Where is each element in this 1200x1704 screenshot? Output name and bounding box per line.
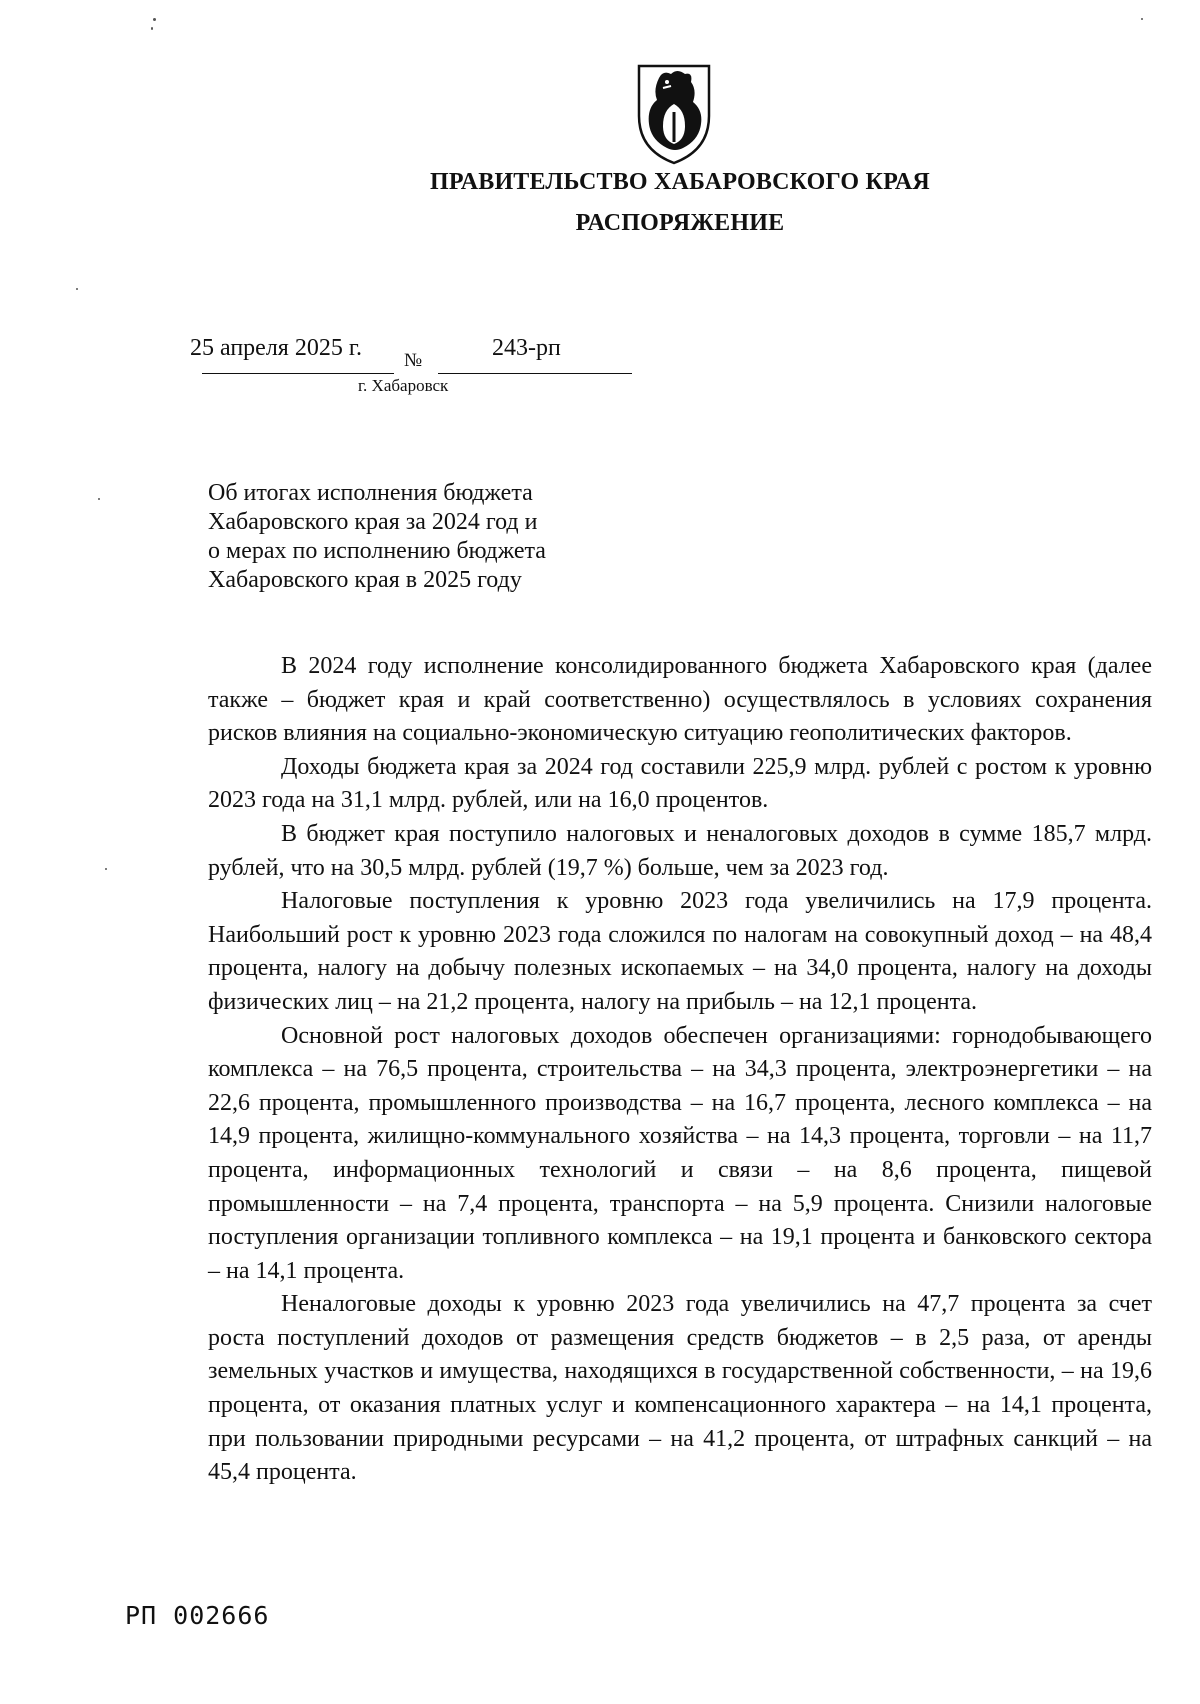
subject-line: Хабаровского края в 2025 году (208, 567, 522, 593)
scan-speck (76, 288, 78, 290)
scan-speck (98, 498, 100, 500)
document-meta (190, 335, 640, 415)
body-paragraph: Налоговые поступления к уровню 2023 года увеличились на 17,9 процента. Наибольший рост к уровню 2023 года сложился по налогам на совокупный доход – на 48,4 процента, налогу на добычу полезных ископаемых – на 34,0 процента, налогу на доходы физических лиц – на 21,2 процента, налогу на прибыль – на 12,1 процента. (208, 888, 1152, 1015)
document-subject (208, 479, 648, 595)
serial-number: РП 002666 (125, 1601, 270, 1630)
document-type-title: РАСПОРЯЖЕНИЕ (575, 210, 785, 236)
scan-speck (1141, 18, 1143, 20)
body-paragraph: В бюджет края поступило налоговых и неналоговых доходов в сумме 185,7 млрд. рублей, что на 30,5 млрд. рублей (19,7 %) больше, чем за 2023 год. (208, 820, 1152, 881)
body-paragraph: Неналоговые доходы к уровню 2023 года увеличились на 47,7 процента за счет роста поступлений доходов от размещения средств бюджетов – в 2,5 раза, от аренды земельных участков и имущества, находящихся в государственной собственности, – на 19,6 процента, от оказания платных услуг и компенсационного характера – на 14,1 процента, при пользовании природными ресурсами – на 41,2 процента, от штрафных санкций – на 45,4 процента. (208, 1291, 1152, 1486)
document-date: 25 апреля 2025 г. (190, 335, 362, 361)
government-title: ПРАВИТЕЛЬСТВО ХАБАРОВСКОГО КРАЯ (430, 169, 930, 195)
body-paragraph: Основной рост налоговых доходов обеспечен организациями: горнодобывающего комплекса – на 76,5 процента, строительства – на 34,3 процента, электроэнергетики – на 22,6 процента, промышленного производства – на 16,7 процента, лесного комплекса – на 14,9 процента, жилищно-коммунального хозяйства – на 14,3 процента, торговли – на 11,7 процента, информационных технологий и связи – на 8,6 процента, пищевой промышленности – на 7,4 процента, транспорта – на 5,9 процента. Снизили налоговые поступления организации топливного комплекса – на 19,1 процента и банковского сектора – на 14,1 процента. (208, 1022, 1152, 1284)
document-city: г. Хабаровск (358, 376, 449, 395)
number-underline (438, 373, 632, 374)
subject-line: Об итогах исполнения бюджета (208, 480, 533, 506)
scan-speck (151, 27, 153, 30)
document-number: 243-рп (492, 335, 561, 361)
scan-speck (153, 18, 156, 21)
subject-line: Хабаровского края за 2024 год и (208, 509, 538, 535)
subject-line: о мерах по исполнению бюджета (208, 538, 546, 564)
date-underline (202, 373, 394, 374)
coat-of-arms-icon (633, 62, 715, 166)
body-paragraph: Доходы бюджета края за 2024 год составили 225,9 млрд. рублей с ростом к уровню 2023 года на 31,1 млрд. рублей, или на 16,0 процентов. (208, 753, 1152, 814)
document-body (208, 650, 1152, 1490)
scan-speck (105, 868, 107, 870)
body-paragraph: В 2024 году исполнение консолидированного бюджета Хабаровского края (далее также – бюджет края и край соответственно) осуществлялось в условиях сохранения рисков влияния на социально-экономическую ситуацию геополитических факторов. (208, 653, 1152, 747)
number-label: № (404, 350, 423, 371)
